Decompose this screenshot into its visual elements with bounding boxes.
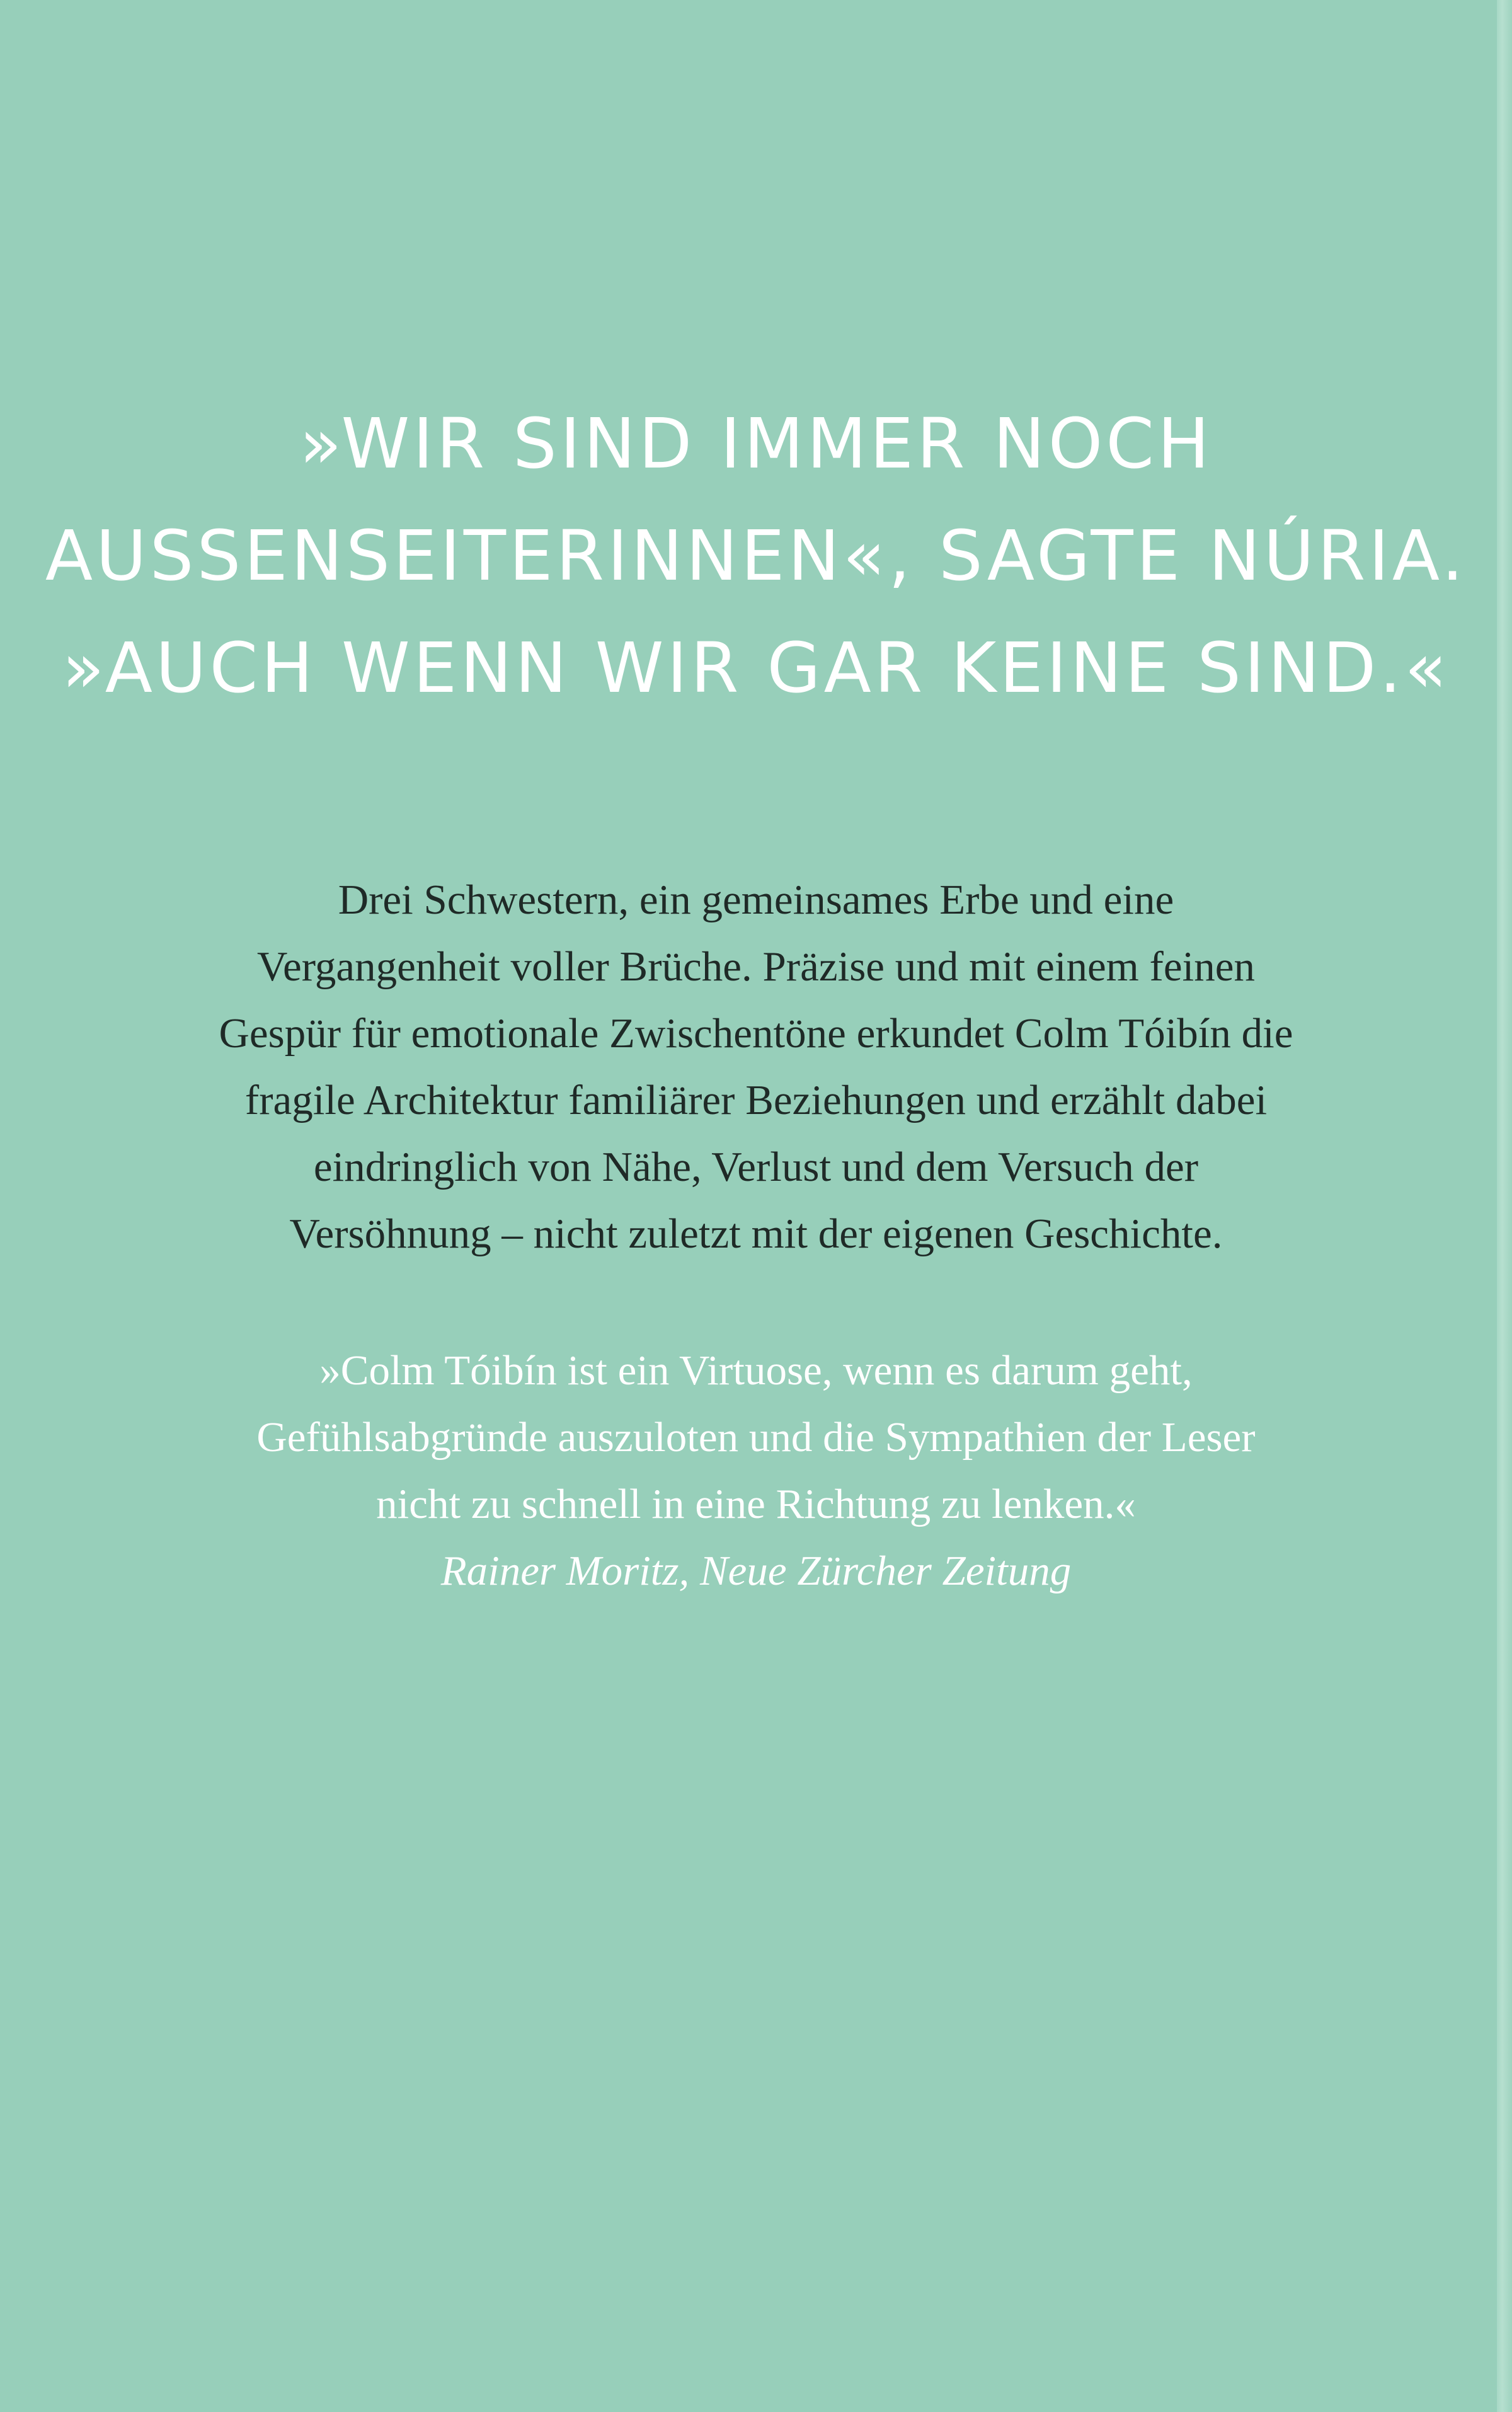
review-line-3: nicht zu schnell in eine Richtung zu lenken.«	[376, 1481, 1136, 1527]
press-review	[0, 1337, 1512, 1604]
review-line-2: Gefühlsabgründe auszuloten und die Sympathien der Leser	[256, 1414, 1256, 1461]
description-line-6: Versöhnung – nicht zuletzt mit der eigenen Geschichte.	[289, 1210, 1223, 1257]
headline-line-1: »WIR SIND IMMER NOCH	[299, 403, 1213, 484]
headline-line-3: »AUCH WENN WIR GAR KEINE SIND.«	[62, 628, 1450, 708]
description-line-3: Gespür für emotionale Zwischentöne erkundet Colm Tóibín die	[219, 1010, 1293, 1057]
description-line-5: eindringlich von Nähe, Verlust und dem Versuch der	[313, 1144, 1199, 1190]
description-line-2: Vergangenheit voller Brüche. Präzise und mit einem feinen	[257, 943, 1255, 990]
book-description	[0, 866, 1512, 1267]
description-line-4: fragile Architektur familiärer Beziehungen und erzählt dabei	[244, 1077, 1268, 1123]
headline-line-2: AUSSENSEITERINNEN«, SAGTE NÚRIA.	[45, 515, 1467, 596]
description-line-1: Drei Schwestern, ein gemeinsames Erbe und eine	[338, 876, 1174, 923]
review-line-1: »Colm Tóibín ist ein Virtuose, wenn es darum geht,	[319, 1347, 1193, 1394]
review-source: Rainer Moritz, Neue Zürcher Zeitung	[440, 1548, 1072, 1594]
cover-quote-headline	[0, 388, 1512, 724]
